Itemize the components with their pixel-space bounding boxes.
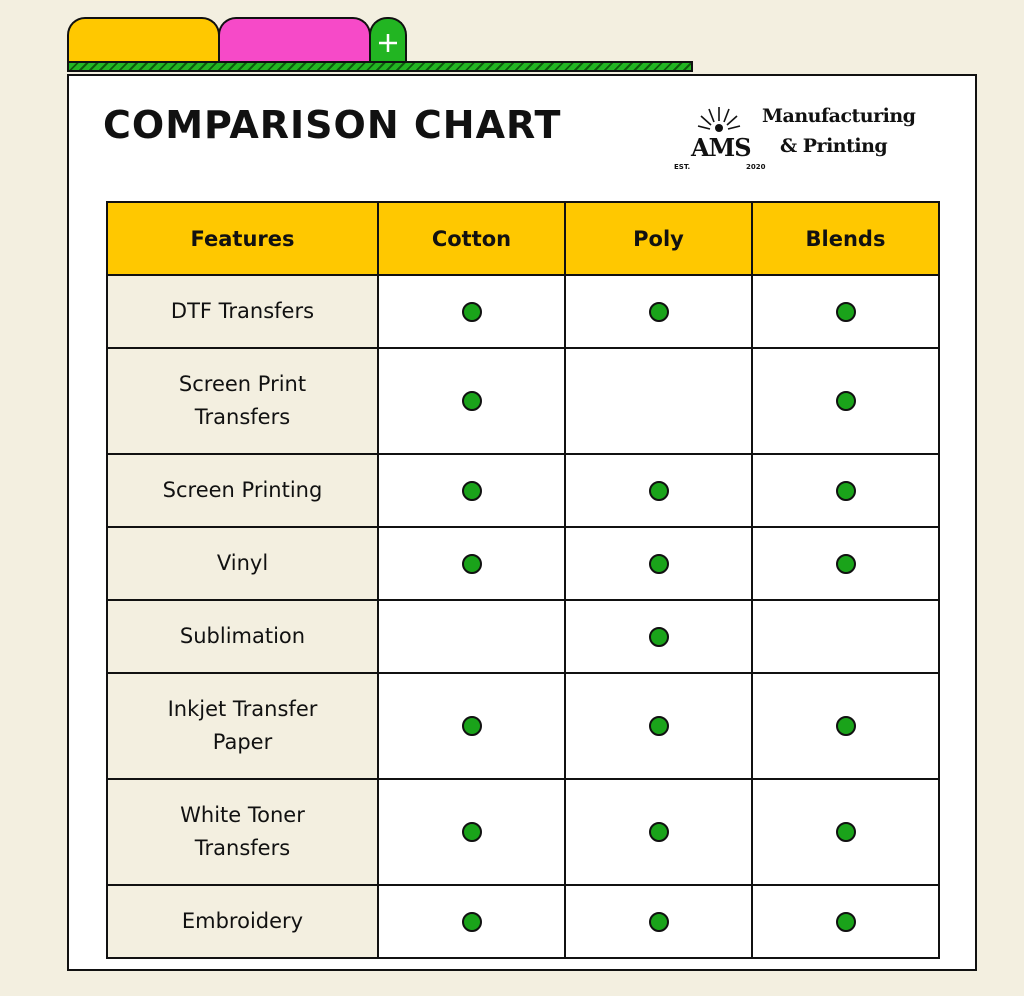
support-cell-cotton: [378, 673, 565, 779]
feature-name-cell: [107, 885, 378, 958]
logo-year: 2020: [746, 163, 766, 171]
green-dot-icon: [649, 554, 669, 574]
support-cell-blends: [752, 885, 939, 958]
support-cell-poly: [565, 600, 752, 673]
feature-name-cell: [107, 454, 378, 527]
green-dot-icon: [836, 481, 856, 501]
table-row: [107, 275, 939, 348]
green-dot-icon: [649, 822, 669, 842]
feature-name-cell: [107, 673, 378, 779]
table-row: [107, 885, 939, 958]
support-cell-poly: [565, 779, 752, 885]
tab-yellow[interactable]: [67, 17, 220, 63]
table-row: [107, 454, 939, 527]
support-cell-blends: [752, 779, 939, 885]
support-cell-cotton: [378, 885, 565, 958]
feature-name: Screen Printing: [162, 478, 323, 502]
sunburst-icon: [697, 106, 741, 132]
green-dot-icon: [836, 391, 856, 411]
logo-mark: AMS: [691, 133, 751, 162]
green-dot-icon: [462, 822, 482, 842]
logo-line-1: Manufacturing: [762, 105, 916, 127]
feature-name-cell: [107, 275, 378, 348]
support-cell-blends: [752, 527, 939, 600]
column-header-poly: Poly: [565, 202, 752, 275]
logo-est-text: EST.: [674, 163, 691, 171]
table-row: [107, 779, 939, 885]
feature-name: Screen Print Transfers: [178, 372, 307, 429]
feature-name-cell: [107, 779, 378, 885]
support-cell-blends: [752, 454, 939, 527]
tab-pink[interactable]: [218, 17, 371, 63]
green-dot-icon: [649, 716, 669, 736]
comparison-card: [67, 74, 977, 971]
feature-name-cell: [107, 527, 378, 600]
green-dot-icon: [462, 391, 482, 411]
green-dot-icon: [649, 481, 669, 501]
green-dot-icon: [462, 554, 482, 574]
support-cell-blends: [752, 600, 939, 673]
green-dot-icon: [836, 302, 856, 322]
support-cell-poly: [565, 527, 752, 600]
feature-name: DTF Transfers: [170, 299, 315, 323]
feature-name: White Toner Transfers: [180, 803, 305, 860]
column-header-features: Features: [107, 202, 378, 275]
logo-line-2: & Printing: [780, 135, 888, 157]
feature-name: Embroidery: [181, 909, 304, 933]
ams-logo: [669, 100, 929, 171]
support-cell-blends: [752, 348, 939, 454]
table-row: [107, 673, 939, 779]
green-dot-icon: [836, 716, 856, 736]
table-row: [107, 527, 939, 600]
tab-underline-bar: [67, 61, 693, 72]
column-header-blends: Blends: [752, 202, 939, 275]
green-dot-icon: [462, 912, 482, 932]
support-cell-blends: [752, 673, 939, 779]
add-tab-button[interactable]: [369, 17, 407, 63]
support-cell-poly: [565, 275, 752, 348]
support-cell-cotton: [378, 600, 565, 673]
page-title: COMPARISON CHART: [103, 103, 562, 147]
feature-name-cell: [107, 600, 378, 673]
feature-name: Vinyl: [216, 551, 269, 575]
support-cell-cotton: [378, 527, 565, 600]
green-dot-icon: [836, 912, 856, 932]
support-cell-cotton: [378, 454, 565, 527]
support-cell-poly: [565, 673, 752, 779]
support-cell-cotton: [378, 348, 565, 454]
comparison-table: [106, 201, 940, 959]
green-dot-icon: [649, 627, 669, 647]
table-header-row: [107, 202, 939, 275]
green-dot-icon: [462, 716, 482, 736]
table-row: [107, 348, 939, 454]
green-dot-icon: [462, 481, 482, 501]
table-row: [107, 600, 939, 673]
green-dot-icon: [462, 302, 482, 322]
feature-name: Inkjet Transfer Paper: [167, 697, 318, 754]
feature-name: Sublimation: [179, 624, 306, 648]
green-dot-icon: [649, 302, 669, 322]
support-cell-blends: [752, 275, 939, 348]
green-dot-icon: [649, 912, 669, 932]
plus-icon: [377, 32, 399, 54]
support-cell-poly: [565, 348, 752, 454]
support-cell-cotton: [378, 275, 565, 348]
support-cell-poly: [565, 454, 752, 527]
support-cell-poly: [565, 885, 752, 958]
column-header-cotton: Cotton: [378, 202, 565, 275]
table-body: [107, 275, 939, 958]
green-dot-icon: [836, 822, 856, 842]
feature-name-cell: [107, 348, 378, 454]
green-dot-icon: [836, 554, 856, 574]
support-cell-cotton: [378, 779, 565, 885]
